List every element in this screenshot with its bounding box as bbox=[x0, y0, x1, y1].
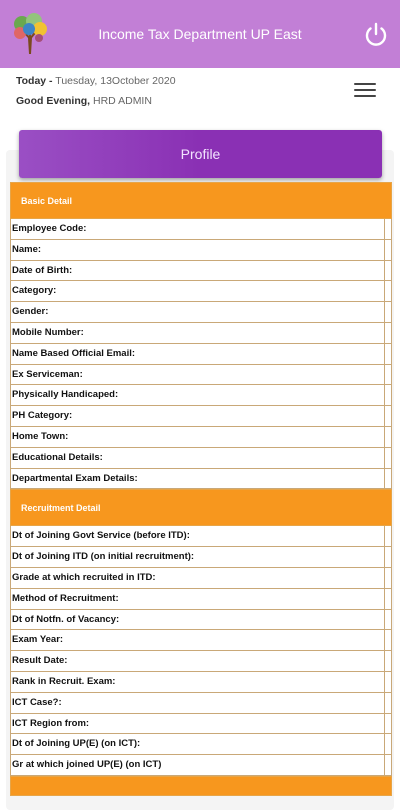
row-value bbox=[384, 344, 392, 364]
row-value bbox=[384, 547, 392, 567]
table-row bbox=[10, 630, 392, 651]
table-row bbox=[10, 693, 392, 714]
row-value bbox=[384, 568, 392, 588]
hamburger-menu-icon[interactable] bbox=[354, 83, 376, 99]
row-value bbox=[384, 406, 392, 426]
row-label: Home Town: bbox=[12, 430, 69, 442]
date-text: Tuesday, 13October 2020 bbox=[55, 75, 176, 87]
row-value bbox=[384, 219, 392, 239]
row-value bbox=[384, 281, 392, 301]
app-header bbox=[0, 0, 400, 68]
row-label: Method of Recruitment: bbox=[12, 592, 119, 604]
row-value bbox=[384, 448, 392, 468]
table-row bbox=[10, 323, 392, 344]
row-label: Dt of Joining UP(E) (on ICT): bbox=[12, 738, 141, 750]
table-row bbox=[10, 714, 392, 735]
table-row bbox=[10, 406, 392, 427]
profile-button[interactable]: Profile bbox=[19, 130, 382, 178]
table-row bbox=[10, 610, 392, 631]
row-label: PH Category: bbox=[12, 410, 73, 422]
table-row bbox=[10, 240, 392, 261]
section-header: Basic Detail bbox=[10, 182, 392, 219]
table-row bbox=[10, 365, 392, 386]
row-label: Mobile Number: bbox=[12, 326, 84, 338]
table-row bbox=[10, 219, 392, 240]
row-value bbox=[384, 630, 392, 650]
row-value bbox=[384, 714, 392, 734]
row-label: Physically Handicaped: bbox=[12, 389, 119, 401]
table-row bbox=[10, 589, 392, 610]
row-label: Name Based Official Email: bbox=[12, 347, 136, 359]
user-name: HRD ADMIN bbox=[93, 95, 152, 107]
row-value bbox=[384, 610, 392, 630]
table-row bbox=[10, 672, 392, 693]
section-header: Recruitment Detail bbox=[10, 489, 392, 526]
row-value bbox=[384, 672, 392, 692]
row-value bbox=[384, 734, 392, 754]
row-label: Gr at which joined UP(E) (on ICT) bbox=[12, 759, 162, 771]
row-value bbox=[384, 589, 392, 609]
table-row bbox=[10, 526, 392, 547]
row-value bbox=[384, 526, 392, 546]
row-label: Grade at which recruited in ITD: bbox=[12, 571, 156, 583]
row-label: Rank in Recruit. Exam: bbox=[12, 675, 116, 687]
row-label: Educational Details: bbox=[12, 451, 103, 463]
date-line bbox=[16, 75, 176, 87]
row-label: Exam Year: bbox=[12, 634, 64, 646]
table-row bbox=[10, 755, 392, 776]
row-value bbox=[384, 755, 392, 775]
row-value bbox=[384, 651, 392, 671]
table-row bbox=[10, 547, 392, 568]
row-value bbox=[384, 261, 392, 281]
row-label: Dt of Notfn. of Vacancy: bbox=[12, 613, 120, 625]
row-value bbox=[384, 302, 392, 322]
row-label: ICT Region from: bbox=[12, 717, 90, 729]
row-value bbox=[384, 385, 392, 405]
table-row bbox=[10, 568, 392, 589]
row-value bbox=[384, 365, 392, 385]
row-value bbox=[384, 240, 392, 260]
app-title: Income Tax Department UP East bbox=[98, 26, 302, 42]
row-value bbox=[384, 469, 392, 489]
table-row bbox=[10, 385, 392, 406]
row-label: Category: bbox=[12, 285, 57, 297]
row-value bbox=[384, 427, 392, 447]
greeting-line bbox=[16, 95, 152, 107]
table-row bbox=[10, 281, 392, 302]
today-label: Today - bbox=[16, 75, 53, 87]
table-row bbox=[10, 734, 392, 755]
row-label: Date of Birth: bbox=[12, 264, 73, 276]
row-label: Ex Serviceman: bbox=[12, 368, 83, 380]
table-row bbox=[10, 302, 392, 323]
row-label: Gender: bbox=[12, 306, 49, 318]
row-label: Dt of Joining ITD (on initial recruitment): bbox=[12, 551, 195, 563]
table-row bbox=[10, 344, 392, 365]
row-label: Name: bbox=[12, 243, 42, 255]
row-value bbox=[384, 693, 392, 713]
table-row bbox=[10, 427, 392, 448]
table-row bbox=[10, 261, 392, 282]
power-icon[interactable] bbox=[362, 21, 390, 49]
row-label: Dt of Joining Govt Service (before ITD): bbox=[12, 530, 190, 542]
row-label: Result Date: bbox=[12, 655, 68, 667]
row-label: Departmental Exam Details: bbox=[12, 472, 138, 484]
table-row bbox=[10, 651, 392, 672]
table-row bbox=[10, 469, 392, 490]
salutation: Good Evening, bbox=[16, 95, 91, 107]
section-header bbox=[10, 776, 392, 796]
row-label: ICT Case?: bbox=[12, 696, 62, 708]
row-label: Employee Code: bbox=[12, 223, 87, 234]
table-row bbox=[10, 448, 392, 469]
profile-table bbox=[10, 182, 392, 796]
row-value bbox=[384, 323, 392, 343]
